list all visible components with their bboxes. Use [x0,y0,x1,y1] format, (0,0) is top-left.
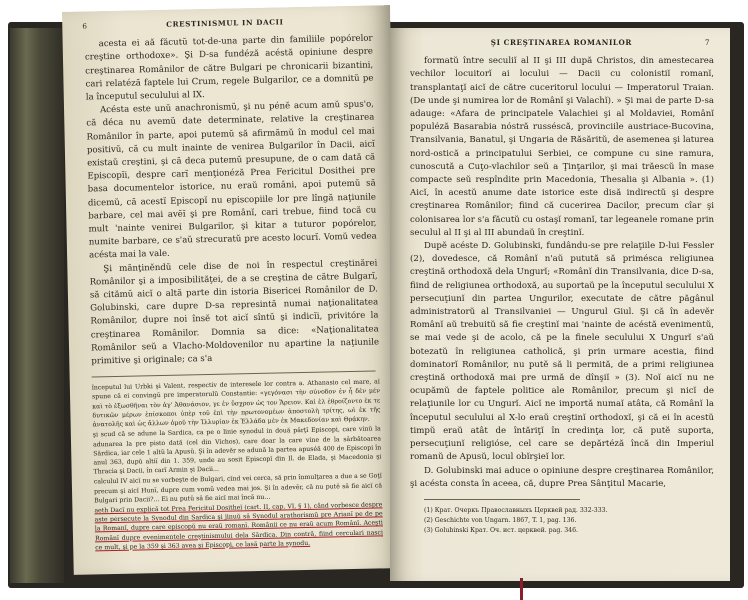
left-page [62,5,402,575]
left-body-text [85,33,380,369]
right-footnotes [424,506,714,536]
left-footnote-1: începutul lui Urbki şi Valent, respectiv de interesele lor contra a. Athanasio cel mare, aĭ spune că ei convingŭ pre imperatorulŭ Constantie: «γεγόνασι τὴν σύνοδον ἐν ἧ δὲν μέν καὶ τὸ ἐξωσθῆναι τὸν ἀγ' Ἀθανάσιον, γε ἐν ὕσχρον ὡς τον Ἄρειον. Καὶ ἐλ ἐθροίζοντο ἐκ τε δυτικῶν μέρων ἐπίσκοποι ὑπὲρ τοῦ ἐπὶ τὴν πρωτονομέων ἀποστολὴ τρίτης, ωὶ ἐκ τῆς ἀνατολῆς καὶ ὡς ἄλλων ὁμοῦ τὴν Ἰλλυρίαν ἐκ Ἑλλάδα μὲν ἐκ Μακεδονίαν καὶ Θρᾴκην. [91,378,381,429]
right-running-title: ŞI CREŞTINAREA ROMANILOR [490,38,632,47]
right-footnote-rule [424,499,580,500]
book-spine-edge [10,28,64,583]
left-paragraph-3: Şi mănţinĕndŭ cele dise de noi în respectul creştinărei Românilor şi a imposibilităţei, de a se creştina de către Bulgarĭ, să citămŭ aicĭ o altă parte din istoria Bisericei Românilor de D. Golubinski, care dupre D-sa represintă numai naţionalitatea Românilor, dupre noi însĕ tot aicĭ sîntŭ şi indicĭi, privitóre la creştinarea Românilor. Domnia sa dice: «Naţionalitatea Românilor seŭ a Vlacho-Moldovenilor nu apartine la naţiunile primitive şi originale; ca s'a [89,258,380,367]
left-footnote-4-underlined: aeth Dacĭ nu explică tot Prea Fericitul Dositheĭ (cart. II, cap. VI, § 1), când vorbesce despre aste persecute la Synodul din Sardica şi jinuŭ să Synodul arathorismŭ pre Arianĭ pe de pe la Romanĭ, dupre care episcopŭ nu eraŭ romanĭ. Românii ce nu eraŭ acum Românĭ. Aceşti Românĭ dupre evenimentele creştinismului dela Sărdica. Din contră, fiind cerculari nasci ce mult, şi pe la 359 şi 363 avea şi Episcopi, ce lasă parte la synodu. [94,501,384,552]
right-page-number: 7 [704,38,710,47]
right-paragraph-2: Dupĕ acéste D. Golubinski, fundându-se pre relaţiile D-lui Fessler (2), dovedesce, că Românĭ n'aŭ putută să primésca religiunea creştină orthodoxă dela Ungurĭ; «Românĭ din Transilvania, dice D-sa, fiind de religiunea orthodoxă, au suportaŭ pe la începutul seculului X persecuţiunĭ din partea Ungurilor, executate de către păgânul administratorŭ al Transilvaniei — Ungurul Giul. Şi că în adevĕr Românĭ aŭ trebuitŭ să fie creştinĭ mai 'nainte de acéstă evenimentŭ, se mai vede şi de acolo, că pe la finele seculului X Ungurĭ s'aŭ botezatŭ în religiunea catholică, şi prin urmare acestia, fiind dominatorĭ Românilor, nu putĕ să li permită, de a primi religiunea creştină orthodoxă mai pre urmă de dînşiĭ » (3). Noĭ aicĭ nu ne ocupămŭ de faptele politice ale Românilor, precum şi nicĭ de relaţiunile lor cu Ungurĭ. Aicĭ ne importă numaĭ atâta, că Românĭ la începutul seculului al X-lo eraŭ creştinĭ orthodoxĭ, şi că ei în acestŭ timpŭ eraŭ atât de întăriţĭ în credinţa lor, că putĕ suporta, persecuţiunĭ religióse, cel care se depărtéză încă din Imperiul romanŭ de Apusŭ, locul obĭrşieĭ lor. [410,241,714,463]
bookmark-ribbon [520,578,523,600]
right-paragraph-3: D. Golubinski mai aduce o opiniune despre creştinarea Românilor, şi acésta consta în aceea, că, dupre Prea Sânţitul Macarie, [410,465,714,489]
left-footnotes [92,378,383,553]
right-body-text [410,55,714,491]
left-running-title: CRESTINISMUL IN DACII [166,17,284,29]
right-footnote-2: (2) Geschichte von Ungarn. 1867, T. 1, pag. 136. [424,517,577,525]
left-running-head [82,14,370,33]
right-page [390,28,730,581]
left-page-number: 6 [82,21,88,31]
left-footnote-3: calculul IV aicĭ nu se vorbeşte de Bulgari, cĭnd vei cerca, să prin înmulţarea a due a se Goţĭ precum şi aicĭ Hunĭ, dupre cum vomŭ vedea mai jos. Şi în adevĕr, că nu putĕ să fie aicĭ că Bulgari prin Dacii?... Ei nu putŭ să fie aicĭ mai încă nu... [93,472,383,505]
left-paragraph-2: Acésta este unŭ anachronismŭ, şi nu pénĕ acum amŭ spus'o, că déca nu avemŭ date determinate, relative la creştinarea Românilor în parte, apoi putemŭ să afirmămŭ în modul cel mai positivŭ, că cu mult inainte de venirea Bulgarilor în Dacii, aicĭ existaŭ creştini, şi că deca putemŭ presupune, de o cam dată că Episcopĭi, despre carĭ menţionéză Prea Fericitul Dosithei pre basa documentelor istorice, nu eraŭ români, apoi putemŭ să dicemŭ, că acestĭ Episcopĭ nu episcopiile lor pre lîngă naţiunile barbare, cel mai avĕĭ şi pre Românĭ, cari trebue, fiind tocă cu mult 'nainte venirei Bulgarilor, şi kitar a tuturor popórelor, numite barbare, ce s'aŭ strecuratŭ pre acesto locurĭ. Vomŭ vedea acésta mai la vale. [86,99,377,261]
left-paragraph-1: acesta ei aă făcutŭ tot-de-una parte din familiile popórelor creştine orthodoxe». Şi D-sa fundéză acéstă opiniune despre creştinarea Românilor de către Bulgari pe chronicarii bizantini, cari relatéză faptele lui Crum, regele Bulgarilor, ce a domnitŭ pe la începutul seculului al IX. [84,33,374,103]
left-footnote-2: şi scud că se adune la Sardica, ca pe o linie synodul in două părţĭ Episcopi, care vinŭ la adunarea la pre pisto dată (cel din Vichos), care doar la care vine de la sărbătoarea Sărdica, iar cele 1 altŭ la Apusŭ. Şi în adevĕr se adună la partea apuséă 400 de Episcopi în anul 363, dupŭ altiĭ din 1. 359, unde au sosit Episcopĭ din Il. de Elada, şi Macedonia şi Thracia şi Dacii, în carĭ Armin şi Dacii... [92,425,382,476]
right-running-head [410,36,710,49]
right-footnote-3: (3) Golubinski Крат. Оч. ист. церквей. pag. 346. [424,527,578,535]
right-paragraph-1: formatŭ între seculiĭ al II şi III după Christos, din amestecarea vechilor locuitorĭ ai locului — Dacii cu colonistiĭ romanĭ, transplantaţĭ aicĭ de către cuceritorul locului — Imperatorul Traian. (De unde şi numirea lor de Românĭ şi Valachĭ). » Şi mai de parte D-sa adauge: «Afara de principatele Valachiei şi al Moldaviei, Românĭ populéză Basarabia nóstră russéscă, provinciile austriace-Bucovina, Transilvania, Banatul, şi Ungaria de Răsăritŭ, de asemenea şi laturea nord-ostică a principatului Serbiei, ce compune cu sine ramura, cunoscută a Cuţo-vlachilor seŭ a Ţinţarilor, şi mai trăescŭ în mase compacte seŭ respîndite prin Macedonia, Thesalia şi Albania ». (1) Aicĭ, în acestŭ anume date istorice este disă indirectŭ şi despre creştinarea Românilor; fiind că cucerirea Dacilor, precum cîar şi colonisarea lor s'a făcutŭ cu ostaşĭ romanĭ, tar legeanele romane prin seculul al II şi al III abundaŭ în creştinĭ. [410,56,714,238]
left-footnote-rule [92,371,376,378]
right-footnote-1: (1) Крат. Очеркъ Православныхъ Церквей рад. 332-333. [424,506,608,514]
